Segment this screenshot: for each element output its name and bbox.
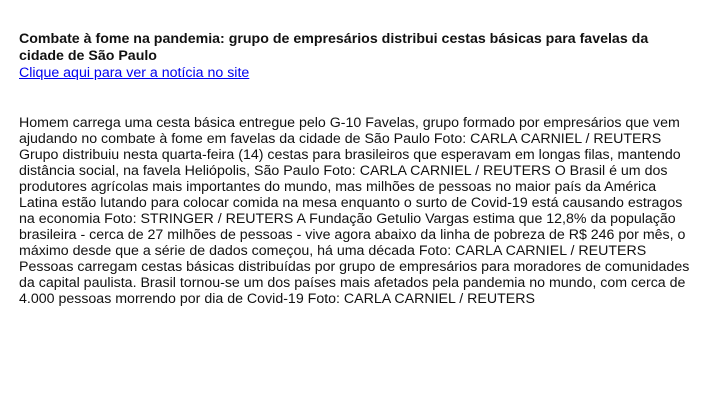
article-title: Combate à fome na pandemia: grupo de empresários distribui cestas básicas para favelas da cidade de São Paulo [19, 31, 649, 64]
article-body: Homem carrega uma cesta básica entregue pelo G-10 Favelas, grupo formado por empresários que vem ajudando no combate à fome em favelas da cidade de São Paulo Foto: CARLA CARNIEL / REUTERS Grupo distribuiu nesta quarta-feira (14) cestas para brasileiros que esperavam em longas filas, mantendo distância social, na favela Heliópolis, São Paulo Foto: CARLA CARNIEL / REUTERS O Brasil é um dos produtores agrícolas mais importantes do mundo, mas milhões de pessoas no maior país da América Latina estão lutando para colocar comida na mesa enquanto o surto de Covid-19 está causando estragos na economia Foto: STRINGER / REUTERS A Fundação Getulio Vargas estima que 12,8% da população brasileira - cerca de 27 milhões de pessoas - vive agora abaixo da linha de pobreza de R$ 246 por mês, o máximo desde que a série de dados começou, há uma década Foto: CARLA CARNIEL / REUTERS Pessoas carregam cestas básicas distribuídas por grupo de empresários para moradores de comunidades da capital paulista. Brasil tornou-se um dos países mais afetados pela pandemia no mundo, com cerca de 4.000 pessoas morrendo por dia de Covid-19 Foto: CARLA CARNIEL / REUTERS [19, 115, 690, 307]
view-news-link[interactable]: Clique aqui para ver a notícia no site [19, 65, 250, 81]
article-header [19, 31, 679, 82]
